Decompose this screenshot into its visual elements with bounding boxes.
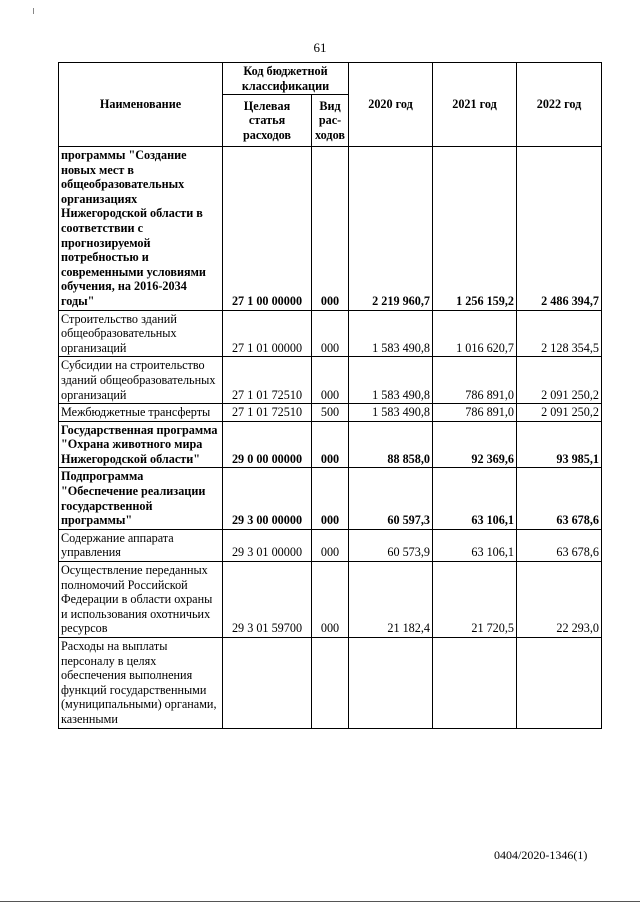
table-row (59, 638, 602, 729)
header-2022: 2022 год (517, 63, 602, 147)
row-2021: 1 256 159,2 (433, 147, 517, 311)
row-vid: 000 (312, 310, 349, 357)
row-vid (312, 638, 349, 729)
row-2022: 63 678,6 (517, 468, 602, 529)
table-row (59, 421, 602, 468)
row-name: Строительство зданий общеобразовательных организаций (59, 310, 223, 357)
row-2020: 1 583 490,8 (349, 357, 433, 404)
row-vid: 000 (312, 529, 349, 561)
table-row (59, 147, 602, 311)
row-vid: 000 (312, 147, 349, 311)
row-code: 27 1 01 72510 (223, 357, 312, 404)
document-number: 0404/2020-1346(1) (494, 848, 588, 862)
row-2021: 63 106,1 (433, 529, 517, 561)
row-code (223, 638, 312, 729)
row-2022: 22 293,0 (517, 562, 602, 638)
row-2021: 21 720,5 (433, 562, 517, 638)
row-code: 29 3 01 59700 (223, 562, 312, 638)
row-2021: 63 106,1 (433, 468, 517, 529)
row-2021: 786 891,0 (433, 404, 517, 422)
row-code: 29 3 01 00000 (223, 529, 312, 561)
table-row (59, 404, 602, 422)
header-expense-type: Вид рас-ходов (312, 95, 349, 147)
row-2022: 2 486 394,7 (517, 147, 602, 311)
row-2022 (517, 638, 602, 729)
header-name: Наименование (59, 63, 223, 147)
row-code: 27 1 01 72510 (223, 404, 312, 422)
header-2021: 2021 год (433, 63, 517, 147)
row-name: программы "Создание новых мест в общеобразовательных организациях Нижегородской области в соответствии с прогнозируемой потребностью и современными условиями обучения, на 2016-2034 годы" (59, 147, 223, 311)
row-2021: 1 016 620,7 (433, 310, 517, 357)
row-code: 27 1 00 00000 (223, 147, 312, 311)
row-2021: 786 891,0 (433, 357, 517, 404)
row-2020 (349, 638, 433, 729)
row-vid: 000 (312, 562, 349, 638)
row-name: Содержание аппарата управления (59, 529, 223, 561)
row-2021: 92 369,6 (433, 421, 517, 468)
header-code-group: Код бюджетной классификации (223, 63, 349, 95)
row-code: 29 3 00 00000 (223, 468, 312, 529)
row-2022: 2 091 250,2 (517, 404, 602, 422)
table-row (59, 562, 602, 638)
row-2020: 21 182,4 (349, 562, 433, 638)
row-2022: 2 091 250,2 (517, 357, 602, 404)
row-vid: 000 (312, 421, 349, 468)
row-code: 27 1 01 00000 (223, 310, 312, 357)
row-vid: 000 (312, 468, 349, 529)
row-2022: 2 128 354,5 (517, 310, 602, 357)
row-2021 (433, 638, 517, 729)
page-number: 61 (313, 40, 327, 55)
row-2020: 1 583 490,8 (349, 310, 433, 357)
header-target-article: Целевая статья расходов (223, 95, 312, 147)
row-2020: 1 583 490,8 (349, 404, 433, 422)
table-row (59, 357, 602, 404)
row-2020: 60 597,3 (349, 468, 433, 529)
row-2020: 60 573,9 (349, 529, 433, 561)
bottom-divider (0, 901, 640, 902)
row-vid: 000 (312, 357, 349, 404)
table-row (59, 310, 602, 357)
header-2020: 2020 год (349, 63, 433, 147)
row-2020: 88 858,0 (349, 421, 433, 468)
row-name: Расходы на выплаты персоналу в целях обеспечения выполнения функций государственными (муниципальными) органами, казенными (59, 638, 223, 729)
row-name: Подпрограмма "Обеспечение реализации государственной программы" (59, 468, 223, 529)
row-2020: 2 219 960,7 (349, 147, 433, 311)
row-vid: 500 (312, 404, 349, 422)
row-name: Субсидии на строительство зданий общеобразовательных организаций (59, 357, 223, 404)
table-row (59, 468, 602, 529)
row-code: 29 0 00 00000 (223, 421, 312, 468)
row-2022: 63 678,6 (517, 529, 602, 561)
table-header-row (59, 63, 602, 95)
row-name: Межбюджетные трансферты (59, 404, 223, 422)
budget-table (58, 62, 602, 729)
scan-edge-mark (33, 8, 34, 14)
table-row (59, 529, 602, 561)
row-name: Государственная программа "Охрана животного мира Нижегородской области" (59, 421, 223, 468)
row-name: Осуществление переданных полномочий Российской Федерации в области охраны и использования охотничьих ресурсов (59, 562, 223, 638)
row-2022: 93 985,1 (517, 421, 602, 468)
